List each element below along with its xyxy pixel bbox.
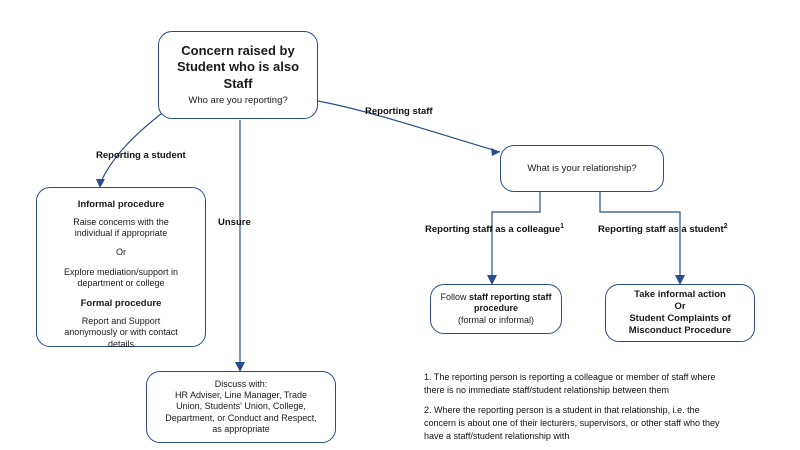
footnote-2-text1: Where the reporting person is a student in that relationship, i.e. the [434, 405, 700, 415]
discuss-line1: Discuss with: [214, 378, 268, 389]
edge-label-staff-as-colleague [425, 223, 564, 235]
formal-body-line3: details [107, 338, 134, 349]
edge-label-unsure: Unsure [218, 217, 251, 228]
staff-procedure-note: (formal or informal) [457, 314, 534, 325]
edge-label-staff-as-student [598, 223, 728, 235]
relationship-text: What is your relationship? [527, 162, 637, 174]
informal-body-line1: Raise concerns with the [73, 216, 169, 227]
footnote-marker-2: 2 [723, 223, 728, 230]
root-title-line2: Student who is also [176, 59, 300, 75]
formal-heading: Formal procedure [80, 298, 162, 310]
footnote-2-line2: concern is about one of their lecturers, supervisors, or other staff who they [424, 418, 720, 429]
formal-body-line2: anonymously or with contact [64, 327, 178, 338]
edge-label-staff-as-colleague-text: Reporting staff as a colleague [425, 224, 561, 236]
edge-label-reporting-staff: Reporting staff [365, 106, 433, 117]
complaints-line2: Or [674, 301, 686, 313]
node-relationship-question[interactable] [500, 145, 664, 192]
complaints-line3: Student Complaints of [629, 313, 731, 324]
node-informal-formal-procedure[interactable] [36, 187, 206, 347]
root-title-line1: Concern raised by [181, 43, 295, 59]
edge-root-to-informal [100, 110, 166, 184]
node-discuss-with[interactable] [146, 371, 336, 443]
discuss-line2: HR Adviser, Line Manager, Trade [174, 390, 308, 401]
footnote-1-line1 [424, 371, 724, 384]
formal-body-line1: Report and Support [81, 316, 161, 326]
footnote-2-line1 [424, 404, 724, 417]
root-title-line3: Staff [223, 75, 253, 91]
edge-label-reporting-a-student: Reporting a student [96, 150, 186, 161]
edge-label-staff-as-student-text: Reporting staff as a student [598, 224, 724, 236]
discuss-line4: Department, or Conduct and Respect, [165, 412, 317, 423]
node-student-complaints-procedure[interactable] [605, 284, 755, 342]
informal-or: Or [116, 247, 126, 258]
discuss-line3: Union, Students' Union, College, [176, 401, 306, 412]
footnote-1-text1: The reporting person is reporting a colleague or member of staff where [433, 372, 716, 382]
informal-body-line3: Explore mediation/support in [63, 266, 179, 277]
informal-body-line4: department or college [77, 277, 165, 288]
footnote-1-line2: there is no immediate staff/student relationship between them [424, 385, 669, 396]
footnote-marker-1: 1 [560, 223, 565, 230]
footnote-1-marker: 1. [424, 372, 432, 382]
complaints-line1: Take informal action [634, 289, 726, 301]
informal-body-line2: individual if appropriate [74, 228, 168, 239]
arrowhead-root-to-relationship [491, 148, 500, 156]
edge-relationship-to-staff-procedure [492, 192, 540, 281]
staff-procedure-bold1: staff reporting staff [469, 292, 552, 303]
node-root-concern[interactable] [158, 31, 318, 119]
discuss-line5: as appropriate [212, 423, 270, 434]
footnote-2 [424, 404, 724, 443]
complaints-line4: Misconduct Procedure [628, 324, 732, 336]
staff-procedure-bold2: procedure [473, 303, 518, 314]
node-staff-reporting-staff-procedure[interactable] [430, 284, 562, 334]
edge-relationship-to-student-complaints [600, 192, 680, 281]
root-subtitle: Who are you reporting? [188, 94, 288, 106]
staff-procedure-prefix: Follow [440, 292, 469, 303]
footnote-1 [424, 371, 724, 397]
footnote-2-marker: 2. [424, 405, 432, 415]
informal-heading: Informal procedure [77, 199, 165, 210]
footnote-2-line3: have a staff/student relationship with [424, 431, 570, 442]
